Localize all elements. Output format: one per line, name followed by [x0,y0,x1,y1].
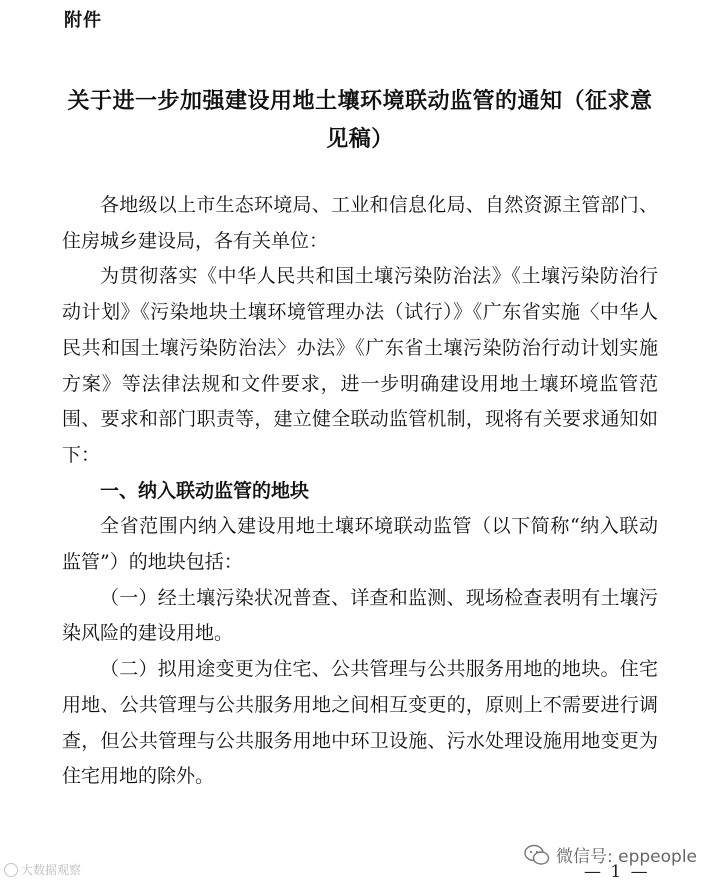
watermark-left [4,861,81,878]
wechat-id-text: 微信号: eppeople [556,847,698,867]
item-2-paragraph: （二）拟用途变更为住宅、公共管理与公共服务用地的地块。住宅用地、公共管理与公共服务用地之间相互变更的，原则上不需要进行调查，但公共管理与公共服务用地中环卫设施、污水处理设施用地变更为住宅用地的除外。 [62,658,658,788]
watermark-logo-icon [4,863,18,877]
addressee-paragraph: 各地级以上市生态环境局、工业和信息化局、自然资源主管部门、住房城乡建设局，各有关单位： [62,194,658,252]
page-number: — 1 — [584,862,650,882]
intro-paragraph: 为贯彻落实《中华人民共和国土壤污染防治法》《土壤污染防治行动计划》《污染地块土壤环境管理办法（试行）》《广东省实施〈中华人民共和国土壤污染防治法〉办法》《广东省土壤污染防治行动计划实施方案》等法律法规和文件要求，进一步明确建设用地土壤环境监管范围、要求和部门职责等，建立健全联动监管机制，现将有关要求通知如下： [62,265,658,466]
section-1-intro-paragraph: 全省范围内纳入建设用地土壤环境联动监管（以下简称“纳入联动监管”）的地块包括： [62,515,658,574]
wechat-icon [524,844,550,866]
document-title: 关于进一步加强建设用地土壤环境联动监管的通知（征求意见稿） [67,88,653,152]
section-heading-1: 一、纳入联动监管的地块 [100,479,310,502]
attachment-label: 附件 [64,10,102,31]
document-body [62,188,658,795]
item-1-paragraph: （一）经土壤污染状况普查、详查和监测、现场检查表明有土壤污染风险的建设用地。 [62,586,658,645]
watermark-left-text: 大数据观察 [21,863,82,877]
